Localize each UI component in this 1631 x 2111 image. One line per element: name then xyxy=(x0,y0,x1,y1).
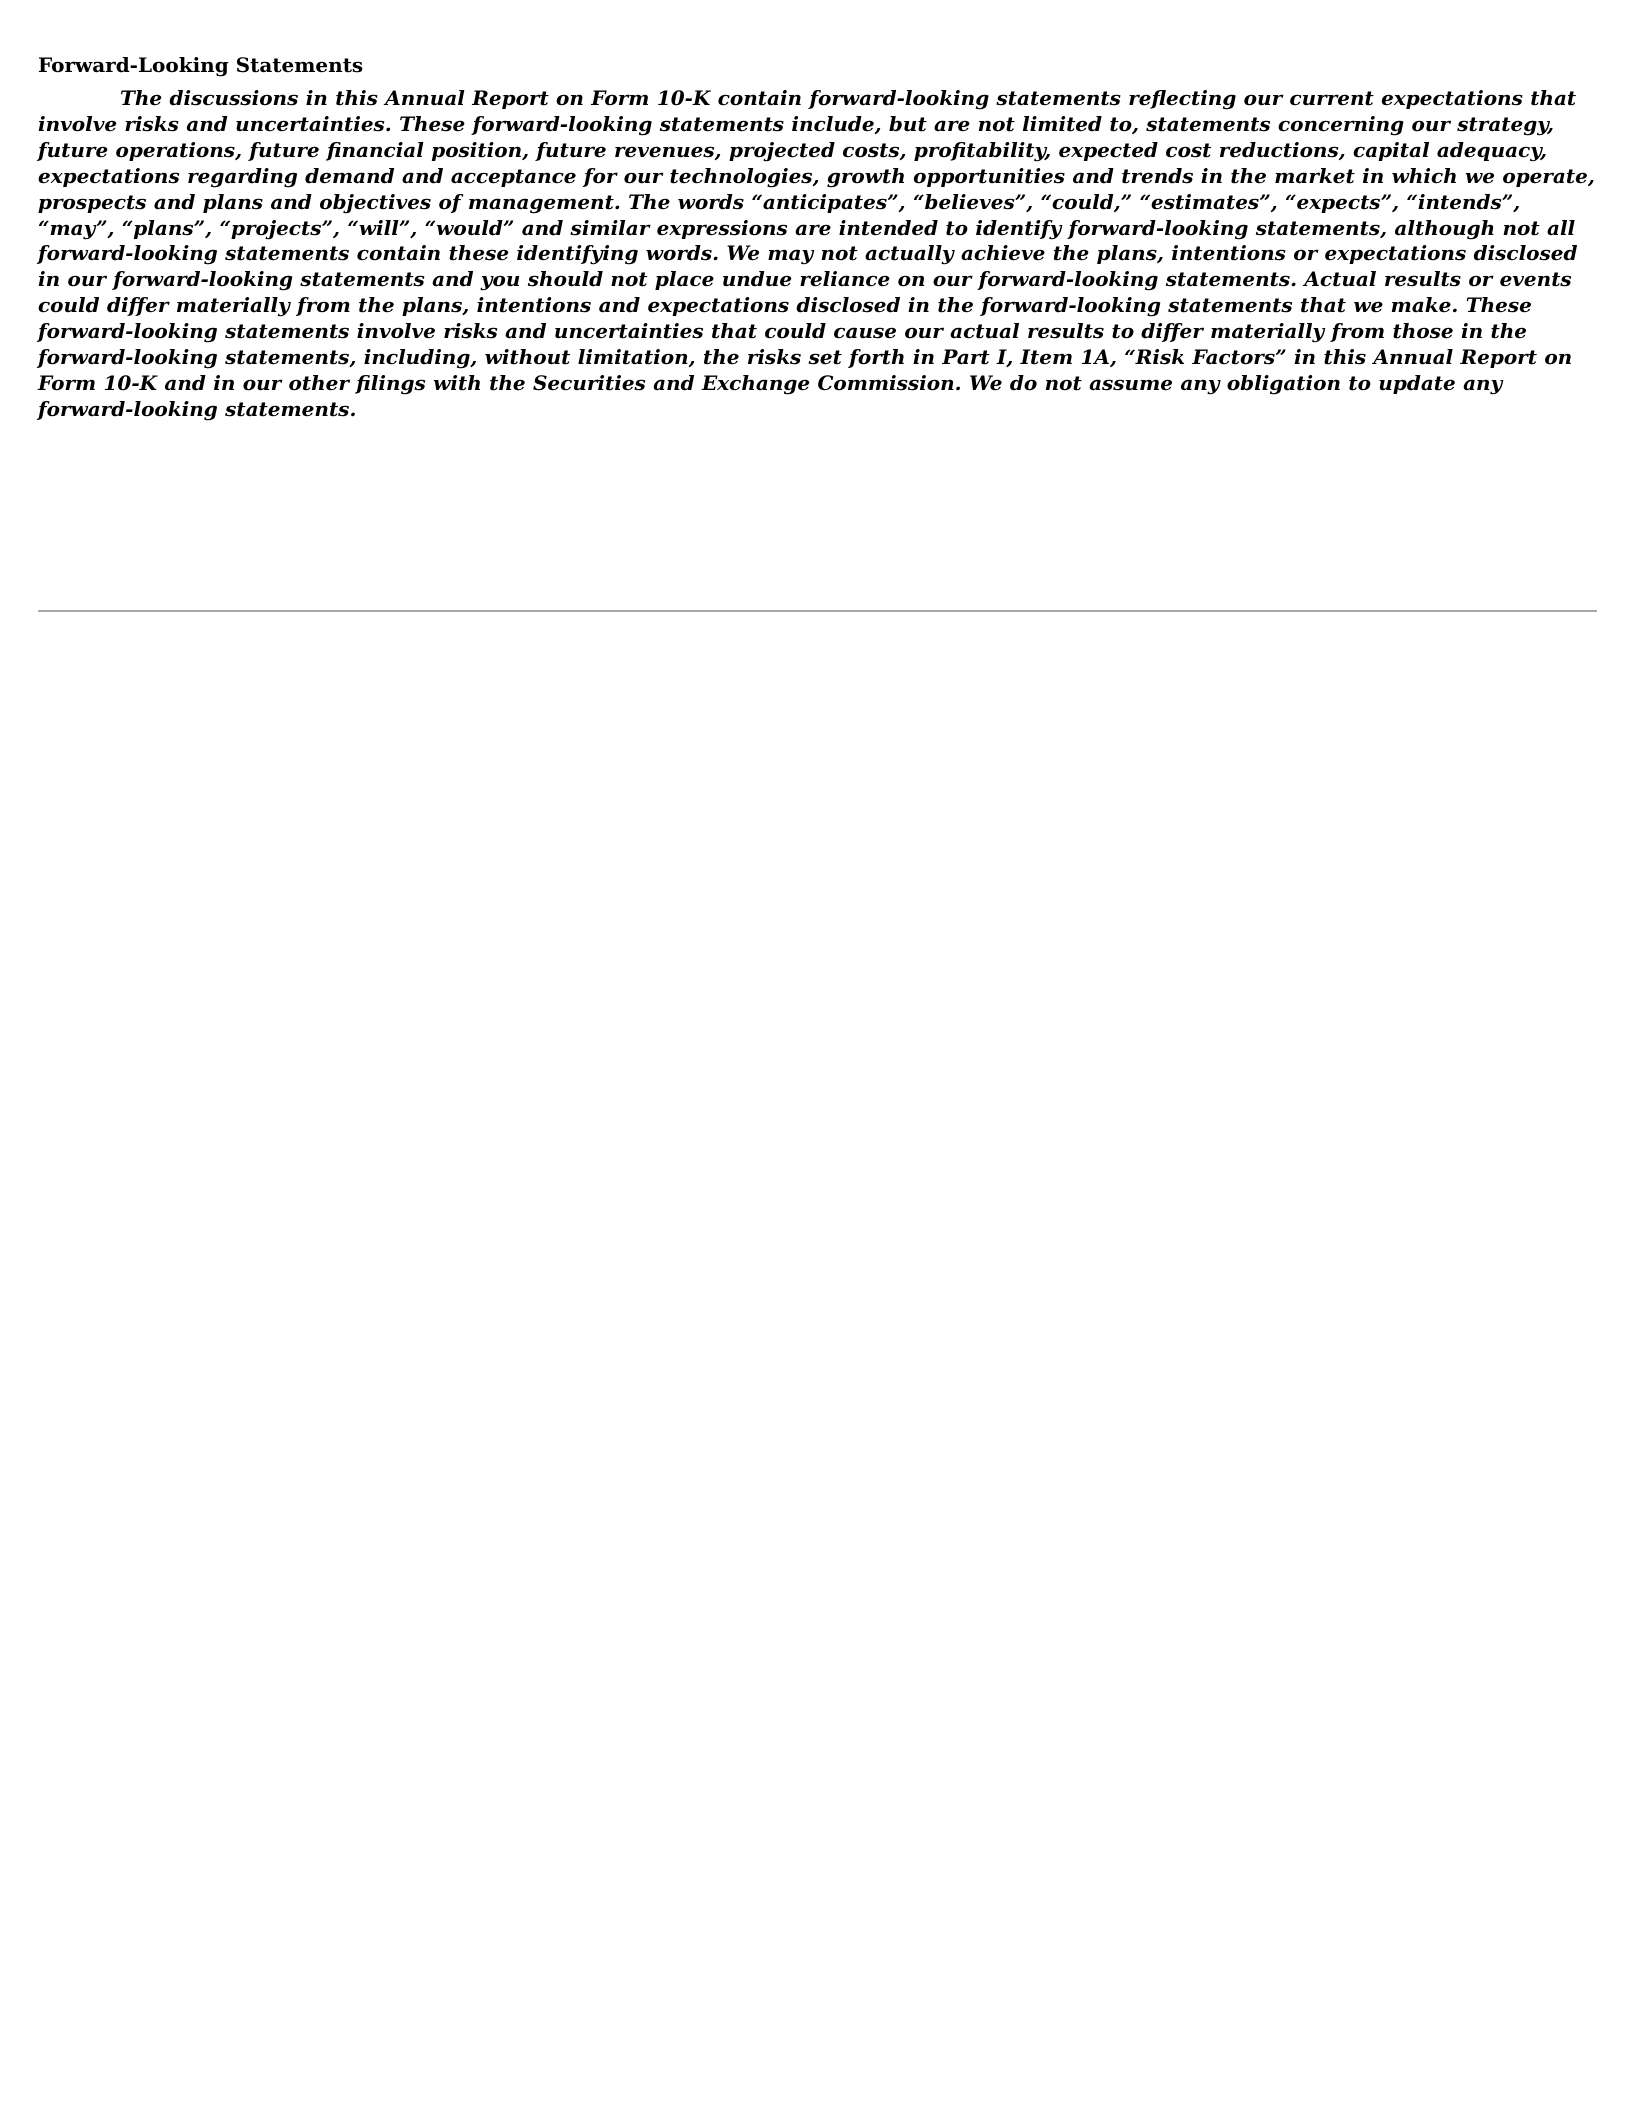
page-divider xyxy=(38,610,1597,612)
document-page xyxy=(38,52,1598,423)
forward-looking-statements-paragraph: The discussions in this Annual Report on Form 10-K contain forward-looking statements reflecting our current expectations that involve risks and uncertainties. These forward-looking statements include, but are not limited to, statements concerning our strategy, future operations, future financial position, future revenues, projected costs, profitability, expected cost reductions, capital adequacy, expectations regarding demand and acceptance for our technologies, growth opportunities and trends in the market in which we operate, prospects and plans and objectives of management. The words “anticipates”, “believes”, “could,” “estimates”, “expects”, “intends”, “may”, “plans”, “projects”, “will”, “would” and similar expressions are intended to identify forward-looking statements, although not all forward-looking statements contain these identifying words. We may not actually achieve the plans, intentions or expectations disclosed in our forward-looking statements and you should not place undue reliance on our forward-looking statements. Actual results or events could differ materially from the plans, intentions and expectations disclosed in the forward-looking statements that we make. These forward-looking statements involve risks and uncertainties that could cause our actual results to differ materially from those in the forward-looking statements, including, without limitation, the risks set forth in Part I, Item 1A, “Risk Factors” in this Annual Report on Form 10-K and in our other filings with the Securities and Exchange Commission. We do not assume any obligation to update any forward-looking statements. xyxy=(38,86,1595,421)
section-heading: Forward-Looking Statements xyxy=(38,53,364,77)
